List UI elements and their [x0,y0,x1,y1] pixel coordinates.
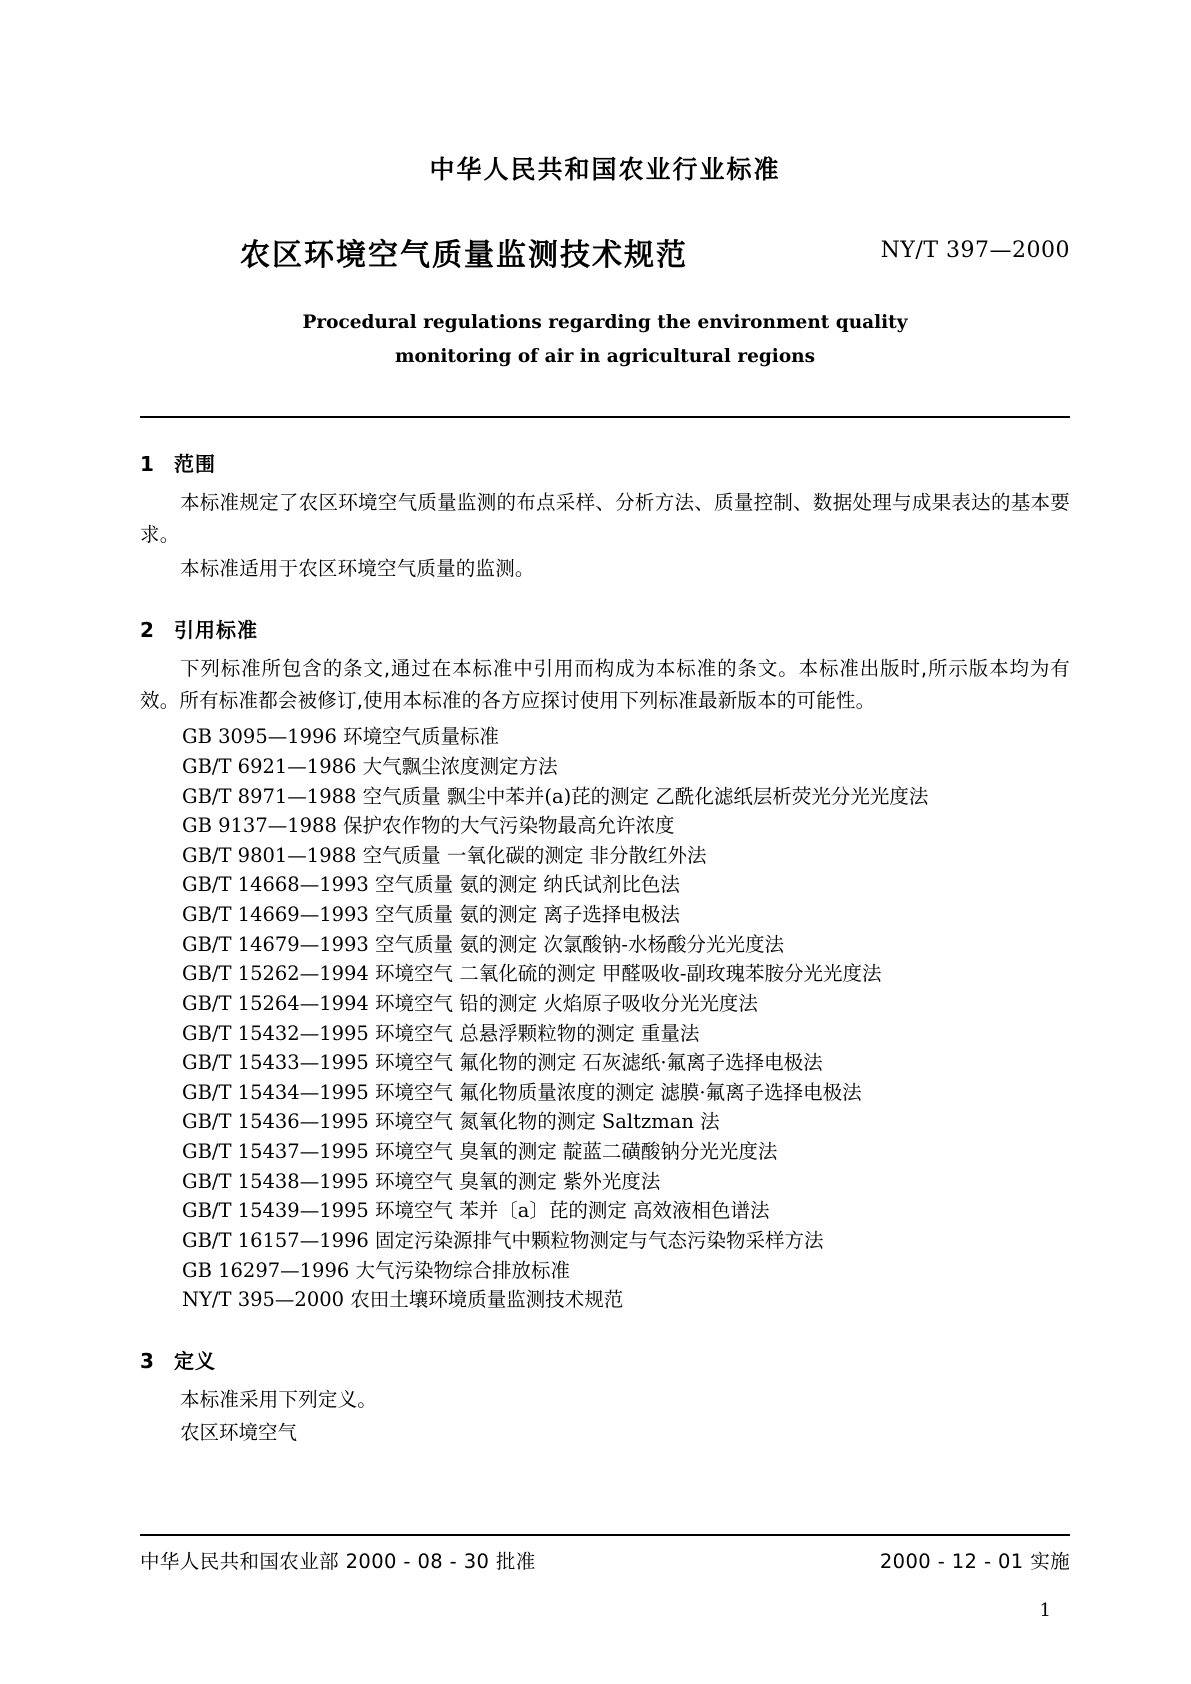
section-heading-3 [140,1345,1070,1374]
title-row [140,230,1070,276]
list-item: GB 16297—1996 大气污染物综合排放标准 [182,1258,570,1282]
list-item: GB/T 14669—1993 空气质量 氨的测定 离子选择电极法 [182,903,680,927]
definition-term: 农区环境空气 [180,1421,298,1445]
page-content [140,150,1070,1449]
document-kind: 中华人民共和国农业行业标准 [429,155,781,184]
reference-list [140,722,1070,1315]
section-normative-references [140,614,1070,1315]
list-item: GB/T 15262—1994 环境空气 二氧化硫的测定 甲醛吸收-副玫瑰苯胺分光光度法 [182,962,882,986]
section-2-paragraph-1: 下列标准所包含的条文,通过在本标准中引用而构成为本标准的条文。本标准出版时,所示版本均为有效。所有标准都会被修订,使用本标准的各方应探讨使用下列标准最新版本的可能性。 [140,657,1070,712]
section-title-3: 定义 [174,1348,216,1373]
list-item: GB/T 15434—1995 环境空气 氟化物质量浓度的测定 滤膜·氟离子选择电极法 [182,1080,862,1104]
section-number-2: 2 [140,618,155,643]
footer-implementation: 2000 - 12 - 01 实施 [879,1550,1070,1573]
title-english [265,306,945,374]
list-item: GB 3095—1996 环境空气质量标准 [182,725,500,749]
list-item: GB 9137—1988 保护农作物的大气污染物最高允许浓度 [182,814,675,838]
list-item: GB/T 15437—1995 环境空气 臭氧的测定 靛蓝二磺酸钠分光光度法 [182,1140,778,1164]
standard-code: NY/T 397—2000 [880,238,1070,263]
page-number: 1 [1039,1600,1051,1621]
section-3-paragraph-1: 本标准采用下列定义。 [180,1387,378,1411]
section-heading-1 [140,448,1070,477]
footer-divider [140,1534,1070,1536]
list-item: GB/T 15439—1995 环境空气 苯并〔a〕芘的测定 高效液相色谱法 [182,1199,770,1223]
list-item: GB/T 14679—1993 空气质量 氨的测定 次氯酸钠-水杨酸分光光度法 [182,932,785,956]
section-title-1: 范围 [174,452,216,477]
title-english-line1: Procedural regulations regarding the environment quality [302,312,908,333]
list-item: GB/T 9801—1988 空气质量 一氧化碳的测定 非分散红外法 [182,843,707,867]
list-item: GB/T 15433—1995 环境空气 氟化物的测定 石灰滤纸·氟离子选择电极法 [182,1051,823,1075]
list-item: GB/T 15264—1994 环境空气 铅的测定 火焰原子吸收分光光度法 [182,991,758,1015]
section-heading-2 [140,614,1070,643]
page-title: 农区环境空气质量监测技术规范 [240,238,688,273]
list-item: GB/T 8971—1988 空气质量 飘尘中苯并(a)芘的测定 乙酰化滤纸层析荧光分光光度法 [182,784,929,808]
section-1-paragraph-1: 本标准规定了农区环境空气质量监测的布点采样、分析方法、质量控制、数据处理与成果表达的基本要求。 [140,491,1070,547]
section-scope [140,448,1070,584]
list-item: GB/T 6921—1986 大气飘尘浓度测定方法 [182,754,558,778]
list-item: GB/T 14668—1993 空气质量 氨的测定 纳氏试剂比色法 [182,873,680,897]
section-number-3: 3 [140,1348,155,1373]
section-1-paragraph-2: 本标准适用于农区环境空气质量的监测。 [180,556,535,580]
footer-approval: 中华人民共和国农业部 2000 - 08 - 30 批准 [140,1550,536,1573]
header-divider [140,416,1070,418]
section-title-2: 引用标准 [174,618,258,643]
list-item: GB/T 16157—1996 固定污染源排气中颗粒物测定与气态污染物采样方法 [182,1228,824,1252]
list-item: NY/T 395—2000 农田土壤环境质量监测技术规范 [182,1288,624,1312]
list-item: GB/T 15436—1995 环境空气 氮氧化物的测定 Saltzman 法 [182,1110,720,1134]
section-definitions [140,1345,1070,1449]
title-english-line2: monitoring of air in agricultural regions [394,346,816,368]
section-number-1: 1 [140,452,155,477]
list-item: GB/T 15438—1995 环境空气 臭氧的测定 紫外光度法 [182,1169,661,1193]
list-item: GB/T 15432—1995 环境空气 总悬浮颗粒物的测定 重量法 [182,1021,700,1045]
